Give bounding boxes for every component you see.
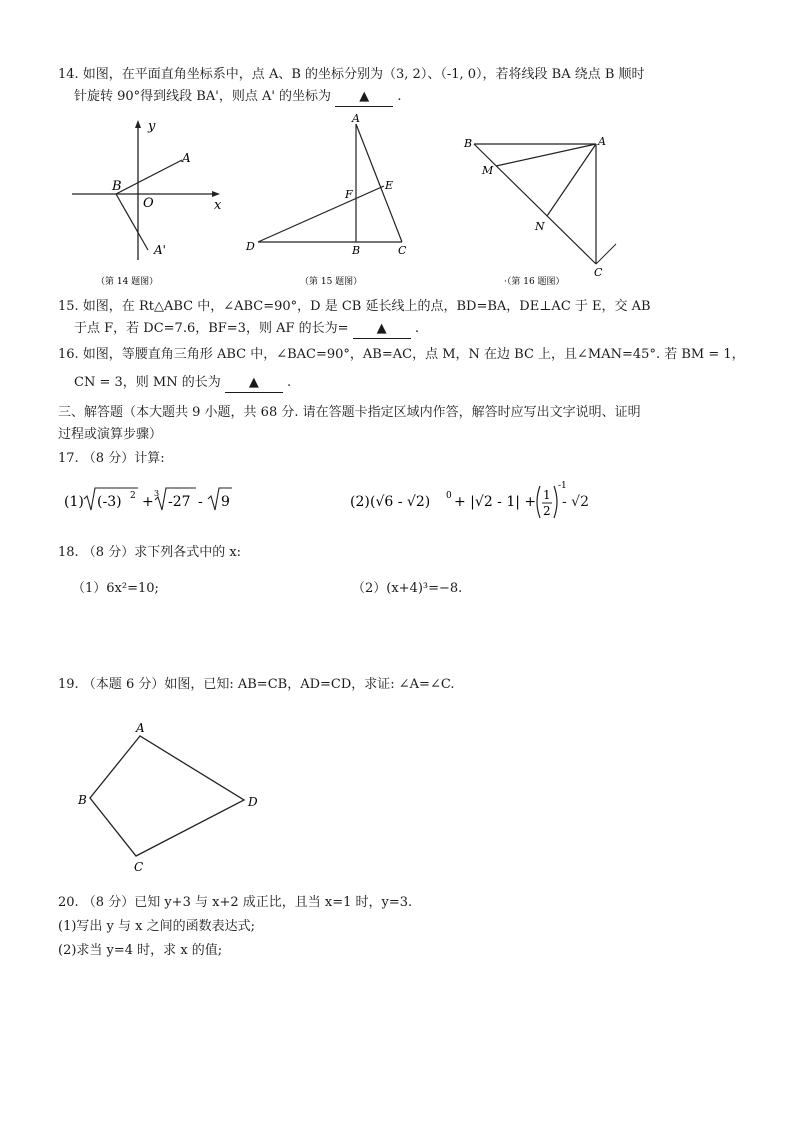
q17-p2-frac-den: 2 [543, 504, 551, 518]
section-3-heading-line2: 过程或演算步骤） [58, 427, 163, 442]
right-paren-icon [554, 486, 557, 518]
segment-DE [258, 186, 384, 242]
label-C: C [398, 244, 407, 257]
quadrilateral-ABCD [90, 736, 244, 856]
label-y: y [148, 119, 156, 134]
figure-15-caption: （第 15 题图） [300, 277, 363, 287]
q17-p1-plus: + [142, 494, 154, 510]
q20-part1: (1)写出 y 与 x 之间的函数表达式; [58, 919, 255, 934]
triangle-mark-icon: ▲ [248, 375, 259, 390]
section-3-heading: 三、解答题（本大题共 9 小题，共 68 分. 请在答题卡指定区域内作答，解答时应写出文字说明、证明 [58, 405, 641, 420]
label-A: A [352, 112, 360, 125]
label-O: O [143, 196, 154, 211]
q15-line1: 15. 如图，在 Rt△ABC 中，∠ABC=90°，D 是 CB 延长线上的点，BD=BA，DE⊥AC 于 E，交 AB [58, 299, 651, 314]
label-N: N [535, 220, 545, 233]
segment-BC [474, 144, 596, 264]
q17-title: 17. （8 分）计算: [58, 451, 165, 466]
q17-p2-exp-neg1: -1 [558, 481, 567, 491]
q20-part2: (2)求当 y=4 时，求 x 的值; [58, 943, 223, 958]
q16-answer-blank [225, 374, 283, 393]
label-A: A [182, 151, 191, 165]
triangle-mark-icon: ▲ [376, 321, 387, 336]
q17-p2-exp0: 0 [446, 491, 452, 501]
q15-line2-text: 于点 F，若 DC=7.6，BF=3，则 AF 的长为= [74, 321, 349, 336]
label-B: B [464, 137, 473, 150]
q17-p1-sqrt-radicand: 9 [221, 494, 230, 510]
label-C: C [134, 860, 144, 874]
label-B: B [78, 793, 87, 807]
q17-part2 [350, 478, 580, 522]
q16-line2 [74, 374, 291, 393]
q14-line1: 14. 如图，在平面直角坐标系中，点 A、B 的坐标分别为（3, 2）、（-1, 0），若将线段 BA 绕点 B 顺时 [58, 67, 645, 82]
q20-title: 20. （8 分）已知 y+3 与 x+2 成正比，且当 x=1 时，y=3. [58, 895, 413, 910]
label-M: M [482, 164, 494, 177]
q17-p2-part-a: (√6 - √2) [370, 494, 431, 510]
label-D: D [246, 240, 255, 253]
y-axis-arrow-icon [135, 120, 141, 128]
segment-AN [547, 144, 596, 216]
q18-part2: （2）(x+4)³=−8. [352, 581, 463, 596]
figure-16 [458, 120, 638, 292]
q14-line2-end: . [397, 89, 402, 104]
segment-AM [496, 144, 596, 166]
q17-p2-label: (2) [350, 494, 370, 510]
q14-line2-text: 针旋转 90°得到线段 BA'，则点 A' 的坐标为 [74, 89, 332, 104]
figure-14-caption: （第 14 题图） [96, 277, 159, 287]
label-B: B [352, 244, 361, 257]
q16-line1: 16. 如图，等腰直角三角形 ABC 中，∠BAC=90°，AB=AC，点 M，N 在边 BC 上，且∠MAN=45°. 若 BM = 1， [58, 347, 745, 362]
figure-16-caption: ·（第 16 题图） [504, 277, 565, 287]
label-E: E [385, 179, 394, 192]
label-A-prime: A' [154, 243, 166, 257]
segment-BA [116, 160, 182, 194]
q17-p1-label: (1) [64, 494, 84, 510]
q16-line2-end: . [286, 375, 292, 390]
q17-p1-minus: - [198, 494, 203, 510]
label-C: C [594, 266, 603, 279]
q15-line2-end: . [414, 321, 419, 336]
label-A: A [136, 722, 145, 735]
q18-title: 18. （8 分）求下列各式中的 x: [58, 545, 242, 560]
label-D: D [248, 795, 258, 809]
label-x: x [214, 198, 222, 213]
q17-p2-part-b: + |√2 - 1| + [454, 494, 537, 510]
q15-answer-blank [353, 320, 411, 339]
edge-mark [596, 244, 616, 264]
triangle-mark-icon: ▲ [359, 89, 370, 104]
q16-line2-text: CN = 3，则 MN 的长为 [74, 375, 221, 390]
x-axis-arrow-icon [212, 191, 220, 197]
figure-15 [240, 112, 440, 292]
q17-p2-part-c: - √2 [562, 494, 590, 510]
left-paren-icon [537, 486, 540, 518]
figure-19 [70, 722, 270, 878]
q17-p1-radicand: (-3) [97, 494, 122, 510]
label-B: B [112, 179, 122, 194]
q14-answer-blank [335, 88, 393, 107]
q17-part1 [64, 484, 264, 518]
q17-p1-cube-radicand: -27 [168, 494, 191, 510]
label-A: A [598, 135, 606, 148]
q17-p2-frac-num: 1 [543, 488, 551, 502]
q17-p1-cube-index: 3 [154, 489, 160, 498]
q15-line2 [74, 320, 419, 339]
q17-p1-square: 2 [130, 491, 136, 501]
q18-part1: （1）6x²=10; [72, 581, 159, 596]
q19-title: 19. （本题 6 分）如图，已知: AB=CB，AD=CD，求证: ∠A=∠C. [58, 677, 455, 692]
segment-AC [356, 124, 402, 242]
figure-14 [66, 112, 236, 292]
q14-line2 [74, 88, 401, 107]
label-F: F [345, 188, 353, 201]
